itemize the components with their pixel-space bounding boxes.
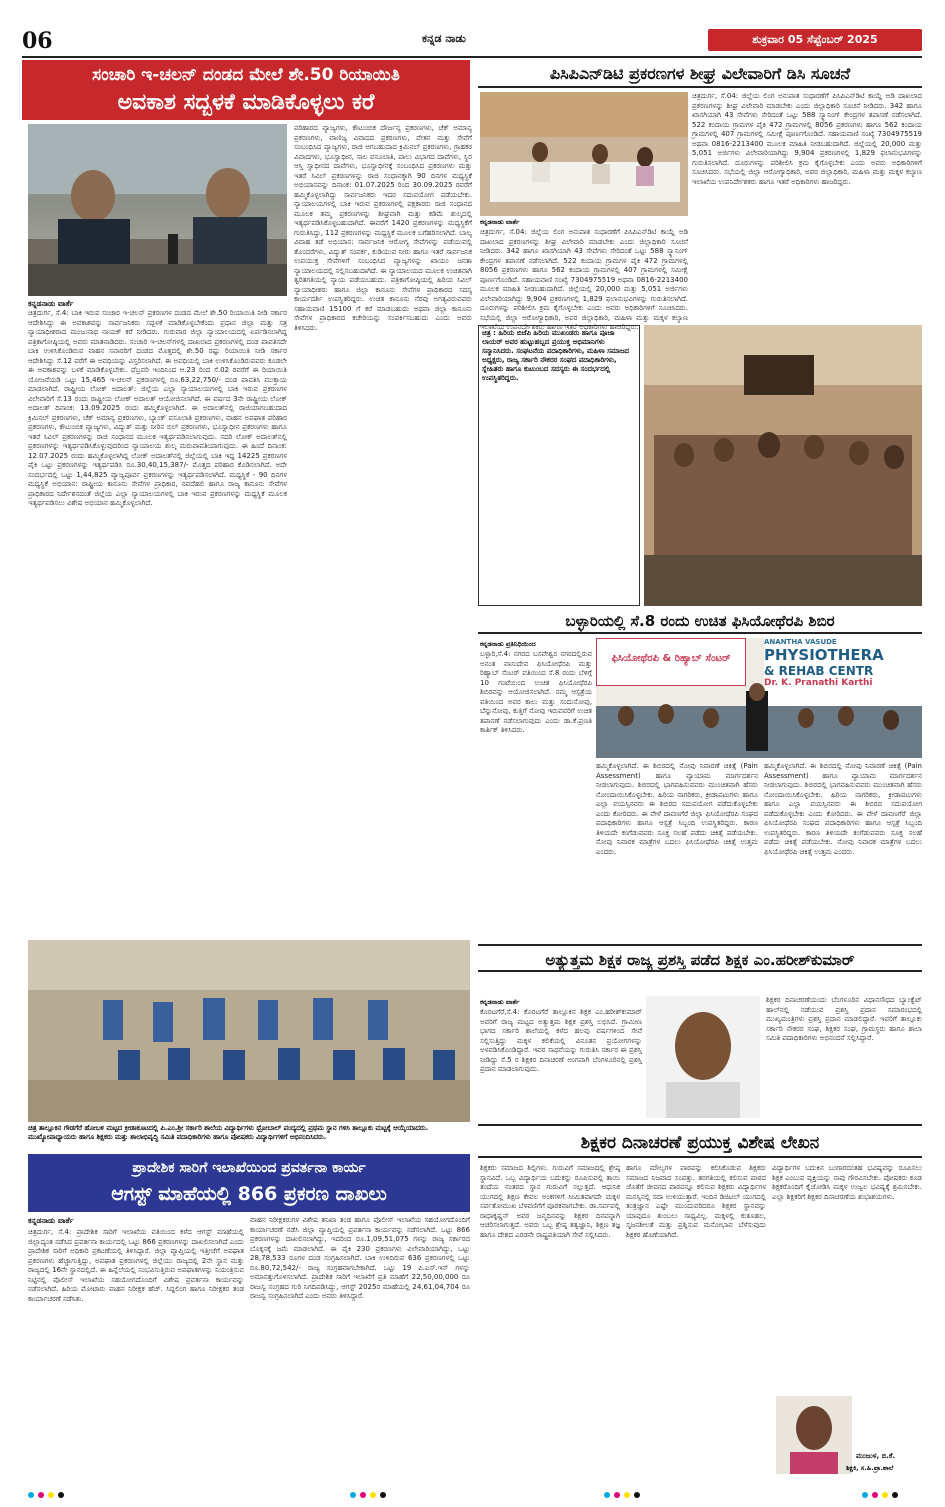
- teacher-portrait-image: [646, 996, 760, 1118]
- dot-yellow: [48, 1492, 54, 1498]
- registration-marks-left: [28, 1492, 88, 1500]
- felicitation-caption: ಚಿತ್ರ : ಹಿರಿಯ ಬಿಜೆಪಿ ಹಿರಿಯ ಮುಖಂಡರು ಹಾಗೂ ಪೂಜಾ ಲಾಯರ್ ಅವರ ಹುಟ್ಟುಹಬ್ಬದ ಪ್ರಯುಕ್ತ ಅಭಿಮಾನಿಗಳು ಸನ್ಮಾನಿಸಿದರು. ಸಂಘಟನೆಯ ಪದಾಧಿಕಾರಿಗಳು, ಮಹಿಳಾ ಸಮಾಜದ ಅಧ್ಯಕ್ಷರು, ರಾಜ್ಯ ಸರ್ಕಾರಿ ನೌಕರರ ಸಂಘದ ಪದಾಧಿಕಾರಿಗಳು, ಸ್ನೇಹಿತರು ಹಾಗೂ ಕುಟುಂಬದ ಸದಸ್ಯರು ಈ ಸಂದರ್ಭದಲ್ಲಿ ಉಪಸ್ಥಿತರಿದ್ದರು.: [482, 329, 630, 382]
- physio-body-bottom-b: ಹಮ್ಮಿಕೊಳ್ಳಲಾಗಿದೆ. ಈ ಶಿಬಿರದಲ್ಲಿ ನೋವು ನಿವಾರಣೆ ಚಿಕಿತ್ಸೆ (Pain Assessment) ಹಾಗೂ ವ್ಯಾಯಾಮ ಮಾರ್ಗದರ್ಶನ ನೀಡಲಾಗುವುದು. ಶಿಬಿರದಲ್ಲಿ ಭಾಗವಹಿಸುವವರು ಮುಂಚಿತವಾಗಿ ಹೆಸರು ನೋಂದಾಯಿಸಿಕೊಳ್ಳಬೇಕು. ಹಿರಿಯ ನಾಗರಿಕರು, ಕ್ರೀಡಾಪಟುಗಳು ಹಾಗೂ ಎಲ್ಲಾ ವಯಸ್ಸಿನವರು ಈ ಶಿಬಿರದ ಸದುಪಯೋಗ ಪಡೆದುಕೊಳ್ಳಬೇಕು ಎಂದು ಕೋರಿದರು. ಈ ವೇಳೆ ದಾವಣಗೆರೆ ಜಿಲ್ಲಾ ಫಿಸಿಯೋಥೆರಪಿ ಸಂಘದ ಪದಾಧಿಕಾರಿಗಳು ಹಾಗೂ ಆಸ್ಪತ್ರೆ ಸಿಬ್ಬಂದಿ ಉಪಸ್ಥಿತರಿದ್ದರು. ಕಾರಣ ತಿಳಿಯದೇ ಕಂಗೆಡುವವರು ಸೂಕ್ತ ಸಲಹೆ ಪಡೆದು ಚಿಕಿತ್ಸೆ ಪಡೆಯಬೇಕು. ನೋವು ನಿವಾರಕ ಮಾತ್ರೆಗಳ ಬದಲು ಫಿಸಿಯೋಥೆರಪಿ ಚಿಕಿತ್ಸೆ ಉತ್ತಮ ಎಂದರು.: [764, 762, 922, 856]
- dot-magenta: [872, 1492, 878, 1498]
- physio-banner-en-4: Dr. K. Pranathi Karthi: [764, 678, 873, 688]
- page-number: 06: [22, 28, 53, 54]
- penalty-press-photo: [28, 124, 287, 296]
- sports-team-photo: [28, 940, 470, 1122]
- author-name: ಮಂಜುಳ, ಬಿ.ಕೆ.: [856, 1452, 896, 1460]
- physio-body-bottom-a: ಹಮ್ಮಿಕೊಳ್ಳಲಾಗಿದೆ. ಈ ಶಿಬಿರದಲ್ಲಿ ನೋವು ನಿವಾರಣೆ ಚಿಕಿತ್ಸೆ (Pain Assessment) ಹಾಗೂ ವ್ಯಾಯಾಮ ಮಾರ್ಗದರ್ಶನ ನೀಡಲಾಗುವುದು. ಶಿಬಿರದಲ್ಲಿ ಭಾಗವಹಿಸುವವರು ಮುಂಚಿತವಾಗಿ ಹೆಸರು ನೋಂದಾಯಿಸಿಕೊಳ್ಳಬೇಕು. ಹಿರಿಯ ನಾಗರಿಕರು, ಕ್ರೀಡಾಪಟುಗಳು ಹಾಗೂ ಎಲ್ಲಾ ವಯಸ್ಸಿನವರು ಈ ಶಿಬಿರದ ಸದುಪಯೋಗ ಪಡೆದುಕೊಳ್ಳಬೇಕು ಎಂದು ಕೋರಿದರು. ಈ ವೇಳೆ ದಾವಣಗೆರೆ ಜಿಲ್ಲಾ ಫಿಸಿಯೋಥೆರಪಿ ಸಂಘದ ಪದಾಧಿಕಾರಿಗಳು ಹಾಗೂ ಆಸ್ಪತ್ರೆ ಸಿಬ್ಬಂದಿ ಉಪಸ್ಥಿತರಿದ್ದರು. ಕಾರಣ ತಿಳಿಯದೇ ಕಂಗೆಡುವವರು ಸೂಕ್ತ ಸಲಹೆ ಪಡೆದು ಚಿಕಿತ್ಸೆ ಪಡೆಯಬೇಕು. ನೋವು ನಿವಾರಕ ಮಾತ್ರೆಗಳ ಬದಲು ಫಿಸಿಯೋಥೆರಪಿ ಚಿಕಿತ್ಸೆ ಉತ್ತಮ ಎಂದರು.: [596, 762, 758, 856]
- teachers-day-col2: ಹಾಗೂ ಮೌಲ್ಯಗಳ ಪಾಠವನ್ನು ಕಲಿಸಿಕೊಡುವ ಶಿಕ್ಷಕರು ಸಮಾಜದ ನಿಜವಾದ ಸಂಪತ್ತು. ತರಗತಿಯಲ್ಲಿ ಕಲಿಸುವ ಪಾಠದ ಜೊತೆಗೆ ಜೀವನದ ಪಾಠವನ್ನೂ ಕಲಿಸುವ ಶಿಕ್ಷಕರು ವಿದ್ಯಾರ್ಥಿಗಳ ಮನಸ್ಸಿನಲ್ಲಿ ಸದಾ ಉಳಿಯುತ್ತಾರೆ. ಇಂದಿನ ಡಿಜಿಟಲ್ ಯುಗದಲ್ಲಿ ತಂತ್ರಜ್ಞಾನ ಎಷ್ಟೇ ಮುಂದುವರಿದರೂ ಶಿಕ್ಷಕರ ಸ್ಥಾನವನ್ನು ಯಾವುದೂ ತುಂಬಲು ಸಾಧ್ಯವಿಲ್ಲ. ಮಕ್ಕಳಲ್ಲಿ ಕುತೂಹಲ, ಸೃಜನಶೀಲತೆ ಮತ್ತು ಪ್ರಶ್ನಿಸುವ ಮನೋಭಾವ ಬೆಳೆಸುವುದು ಶಿಕ್ಷಕರ ಹೊಣೆಯಾಗಿದೆ.: [626, 1164, 766, 1239]
- teacher-portrait: [646, 996, 760, 1118]
- rto-headline-1: ಪ್ರಾದೇಶಿಕ ಸಾರಿಗೆ ಇಲಾಖೆಯಿಂದ ಪ್ರವರ್ತನಾ ಕಾರ್ಯ: [132, 1160, 366, 1176]
- penalty-headline-2: ಅವಕಾಶ ಸದ್ಬಳಕೆ ಮಾಡಿಕೊಳ್ಳಲು ಕರೆ: [117, 90, 375, 115]
- penalty-byline: ಕನ್ನಡನಾಡು ವಾರ್ತೆ: [28, 299, 74, 308]
- masthead: [22, 28, 922, 54]
- dot-cyan: [350, 1492, 356, 1498]
- physio-banner-kn-text: ಫಿಸಿಯೋಥೆರಪಿ & ರಿಹ್ಯಾಬ್ ಸೆಂಟರ್: [611, 653, 731, 664]
- meeting-image: [480, 92, 688, 216]
- teachers-day-headline: ಶಿಕ್ಷಕರ ದಿನಾಚರಣೆ ಪ್ರಯುಕ್ತ ವಿಶೇಷ ಲೇಖನ: [478, 1124, 922, 1158]
- teacher-body-left: ಕೊರಟಗೆರೆ,ಸೆ.4: ಕೊರಟಗೆರೆ ತಾಲ್ಲೂಕಿನ ಶಿಕ್ಷಕ ಎಂ.ಹರೀಶ್‍ಕುಮಾರ್ ಅವರಿಗೆ ರಾಜ್ಯ ಮಟ್ಟದ ಅತ್ಯುತ್ತಮ ಶಿಕ್ಷಕ ಪ್ರಶಸ್ತಿ ಲಭಿಸಿದೆ. ಗ್ರಾಮೀಣ ಭಾಗದ ಸರ್ಕಾರಿ ಶಾಲೆಯಲ್ಲಿ ಕಳೆದ ಹಲವು ವರ್ಷಗಳಿಂದ ಸೇವೆ ಸಲ್ಲಿಸುತ್ತಿದ್ದು ಮಕ್ಕಳ ಕಲಿಕೆಯಲ್ಲಿ ವಿನೂತನ ಪ್ರಯೋಗಗಳನ್ನು ಅಳವಡಿಸಿಕೊಂಡಿದ್ದಾರೆ. ಇವರ ಸಾಧನೆಯನ್ನು ಗುರುತಿಸಿ ಸರ್ಕಾರ ಈ ಪ್ರಶಸ್ತಿ ನೀಡಿದ್ದು ಸೆ.5 ರ ಶಿಕ್ಷಕರ ದಿನಾಚರಣೆ ಅಂಗವಾಗಿ ಬೆಂಗಳೂರಿನಲ್ಲಿ ಪ್ರಶಸ್ತಿ ಪ್ರದಾನ ಮಾಡಲಾಗುವುದು.: [480, 1008, 642, 1073]
- dot-black: [58, 1492, 64, 1498]
- teacher-byline: ಕನ್ನಡನಾಡು ವಾರ್ತೆ: [480, 998, 520, 1006]
- pcpndt-body-a: ಚಿತ್ರದುರ್ಗ, ಸೆ.04: ಜಿಲ್ಲೆಯ ಲಿಂಗ ಅನುಪಾತ ಸುಧಾರಣೆಗೆ ಪಿಸಿಪಿಎನ್‍ಡಿಟಿ ಕಾಯ್ದೆ ಅಡಿ ದಾಖಲಾದ ಪ್ರಕರಣಗಳನ್ನು ಶೀಘ್ರ ವಿಲೇವಾರಿ ಮಾಡಬೇಕು ಎಂದು ಜಿಲ್ಲಾಧಿಕಾರಿ ಸೂಚನೆ ನೀಡಿದರು. 342 ಹಾಗೂ ಖಾಸಗಿಯಾಗಿ 43 ಸೇವೆಗಳು ಸೇರಿದಂತೆ ಒಟ್ಟು 588 ಸ್ಕ್ಯಾನಿಂಗ್ ಕೇಂದ್ರಗಳ ತಪಾಸಣೆ ನಡೆಸಲಾಗಿದೆ. 522 ಕಂದಾಯ ಗ್ರಾಮಗಳ ಪೈಕಿ 472 ಗ್ರಾಮಗಳಲ್ಲಿ 8056 ಪ್ರಕರಣಗಳು ಹಾಗೂ 562 ಕಂದಾಯ ಗ್ರಾಮಗಳಲ್ಲಿ 407 ಗ್ರಾಮಗಳಲ್ಲಿ ಸಮೀಕ್ಷೆ ಪೂರ್ಣಗೊಂಡಿದೆ. ಸಹಾಯವಾಣಿ ಸಂಖ್ಯೆ 7304975519 ಅಥವಾ 0816-2213400 ಮೂಲಕ ಮಾಹಿತಿ ನೀಡಬಹುದಾಗಿದೆ. ಜಿಲ್ಲೆಯಲ್ಲಿ 20,000 ಮತ್ತು 5,051 ಅರ್ಜಿಗಳು ವಿಲೇವಾರಿಯಾಗಿದ್ದು 9,904 ಪ್ರಕರಣಗಳಲ್ಲಿ 1,829 ಫಲಾನುಭವಿಗಳನ್ನು ಗುರುತಿಸಲಾಗಿದೆ. ದೂರುಗಳನ್ನು ಪರಿಶೀಲಿಸಿ ಕ್ರಮ ಕೈಗೊಳ್ಳಬೇಕು ಎಂದು ಅವರು ಅಧಿಕಾರಿಗಳಿಗೆ ಸೂಚಿಸಿದರು. ಸಭೆಯಲ್ಲಿ ಜಿಲ್ಲಾ ಆರೋಗ್ಯಾಧಿಕಾರಿ, ಅಪರ ಜಿಲ್ಲಾಧಿಕಾರಿ, ಮಹಿಳಾ ಮತ್ತು ಮಕ್ಕಳ ಕಲ್ಯಾಣ ಇಲಾಖೆಯ ಉಪನಿರ್ದೇಶಕರು ಹಾಗೂ ಇತರೆ ಅಧಿಕಾರಿಗಳು ಹಾಜರಿದ್ದರು.: [480, 228, 688, 331]
- teacher-body-right: ಶಿಕ್ಷಕರ ದಿನಾಚರಣೆಯಂದು ಬೆಂಗಳೂರಿನ ವಿಧಾನಸೌಧದ ಬ್ಯಾಂಕ್ವೆಟ್ ಹಾಲ್‍ನಲ್ಲಿ ನಡೆಯುವ ಪ್ರಶಸ್ತಿ ಪ್ರದಾನ ಸಮಾರಂಭದಲ್ಲಿ ಮುಖ್ಯಮಂತ್ರಿಗಳು ಪ್ರಶಸ್ತಿ ಪ್ರದಾನ ಮಾಡಲಿದ್ದಾರೆ. ಇವರಿಗೆ ತಾಲ್ಲೂಕು ಸರ್ಕಾರಿ ನೌಕರರ ಸಂಘ, ಶಿಕ್ಷಕರ ಸಂಘ, ಗ್ರಾಮಸ್ಥರು ಹಾಗೂ ಶಾಲಾ ಸಮಿತಿ ಪದಾಧಿಕಾರಿಗಳು ಅಭಿನಂದನೆ ಸಲ್ಲಿಸಿದ್ದಾರೆ.: [766, 996, 922, 1042]
- paper-name: ಕನ್ನಡ ನಾಡು: [422, 32, 466, 45]
- press-conference-image: [28, 124, 287, 296]
- rto-headline-2: ಆಗಸ್ಟ್ ಮಾಹೆಯಲ್ಲಿ 866 ಪ್ರಕರಣ ದಾಖಲು: [111, 1183, 387, 1205]
- physio-banner-en-3: & REHAB CENTR: [764, 664, 874, 678]
- dot-cyan: [862, 1492, 868, 1498]
- dot-yellow: [370, 1492, 376, 1498]
- felicitation-photo: [644, 325, 922, 606]
- dot-yellow: [882, 1492, 888, 1498]
- physio-banner-kn: [596, 638, 746, 686]
- dot-yellow: [624, 1492, 630, 1498]
- dot-magenta: [38, 1492, 44, 1498]
- teachers-day-col1: ಶಿಕ್ಷಕರು ಸಮಾಜದ ಶಿಲ್ಪಿಗಳು. ಗುರುವಿಗೆ ಸಮಾಜದಲ್ಲಿ ಶ್ರೇಷ್ಠ ಸ್ಥಾನವಿದೆ. ಒಬ್ಬ ವಿದ್ಯಾರ್ಥಿಯ ಬದುಕನ್ನು ರೂಪಿಸುವಲ್ಲಿ ತಾಯಿ ತಂದೆಯ ನಂತರದ ಸ್ಥಾನ ಗುರುವಿಗೆ ಸಲ್ಲುತ್ತದೆ. ಆಧುನಿಕ ಯುಗದಲ್ಲಿ ಶಿಕ್ಷಣ ಕೇವಲ ಅಂಕಗಳಿಗೆ ಸೀಮಿತವಾಗದೇ ಮಕ್ಕಳ ಸರ್ವತೋಮುಖ ಬೆಳವಣಿಗೆಗೆ ಪೂರಕವಾಗಬೇಕು. ಡಾ.ಸರ್ವಪಲ್ಲಿ ರಾಧಾಕೃಷ್ಣನ್ ಅವರ ಜನ್ಮದಿನವನ್ನು ಶಿಕ್ಷಕರ ದಿನವನ್ನಾಗಿ ಆಚರಿಸಲಾಗುತ್ತದೆ. ಅವರು ಒಬ್ಬ ಶ್ರೇಷ್ಠ ತತ್ವಜ್ಞಾನಿ, ಶಿಕ್ಷಣ ತಜ್ಞ ಹಾಗೂ ದೇಶದ ಎರಡನೇ ರಾಷ್ಟ್ರಪತಿಯಾಗಿ ಸೇವೆ ಸಲ್ಲಿಸಿದರು.: [480, 1164, 621, 1239]
- teachers-day-col3: ವಿದ್ಯಾರ್ಥಿಗಳ ಬದುಕಿನ ಬಂಗಾರದಂತಹ ಭವಿಷ್ಯವನ್ನು ರೂಪಿಸಲು ಶಿಕ್ಷಕ ಎಂಬುವ ವ್ಯಕ್ತಿಯನ್ನು ನಾವು ಗೌರವಿಸಬೇಕು. ಪೋಷಕರು ಕೂಡ ಶಿಕ್ಷಕರೊಂದಿಗೆ ಕೈಜೋಡಿಸಿ ಮಕ್ಕಳ ಉಜ್ವಲ ಭವಿಷ್ಯಕ್ಕೆ ಶ್ರಮಿಸಬೇಕು. ಎಲ್ಲಾ ಶಿಕ್ಷಕರಿಗೆ ಶಿಕ್ಷಕರ ದಿನಾಚರಣೆಯ ಶುಭಾಶಯಗಳು.: [772, 1164, 922, 1201]
- physio-photo: [596, 638, 922, 758]
- registration-marks-mid-right: [604, 1492, 664, 1500]
- author-portrait: [776, 1396, 852, 1474]
- rto-headline-box: [28, 1154, 470, 1212]
- pcpndt-headline: ಪಿಸಿಪಿಎನ್‍ಡಿಟಿ ಪ್ರಕರಣಗಳ ಶೀಘ್ರ ವಿಲೇವಾರಿಗೆ ಡಿಸಿ ಸೂಚನೆ: [478, 60, 922, 88]
- registration-marks-right: [862, 1492, 922, 1500]
- pcpndt-meeting-photo: [480, 92, 688, 216]
- physio-body-top: ಬಳ್ಳಾರಿ,ಸೆ.4: ನಗರದ ಬಸವೇಶ್ವರ ನಗರದಲ್ಲಿರುವ ಅನಂತ ವಾಸುದೇವ ಫಿಸಿಯೋಥೆರಪಿ ಮತ್ತು ರಿಹ್ಯಾಬ್ ಸೆಂಟರ್ ವತಿಯಿಂದ ಸೆ.8 ರಂದು ಬೆಳಿಗ್ಗೆ 10 ಗಂಟೆಯಿಂದ ಉಚಿತ ಫಿಸಿಯೋಥೆರಪಿ ಶಿಬಿರವನ್ನು ಆಯೋಜಿಸಲಾಗಿದೆ. ನಮ್ಮ ಆಸ್ಪತ್ರೆಯ ವತಿಯಿಂದ ಅವರ ಕಾಲು ಮತ್ತು ಸಂದುನೋವು, ಬೆನ್ನುನೋವು, ಕುತ್ತಿಗೆ ನೋವು ಇರುವವರಿಗೆ ಉಚಿತ ತಪಾಸಣೆ ನಡೆಸಲಾಗುವುದು ಎಂದು ಡಾ.ಕೆ.ಪ್ರಣತಿ ಕಾರ್ತಿಕ್ ತಿಳಿಸಿದರು.: [480, 650, 592, 734]
- dot-cyan: [28, 1492, 34, 1498]
- dot-magenta: [614, 1492, 620, 1498]
- dot-black: [634, 1492, 640, 1498]
- dot-cyan: [604, 1492, 610, 1498]
- physio-headline: ಬಳ್ಳಾರಿಯಲ್ಲಿ ಸೆ.8 ರಂದು ಉಚಿತ ಫಿಸಿಯೋಥೆರಪಿ ಶಿಬಿರ: [478, 608, 922, 634]
- pcpndt-byline: ಕನ್ನಡನಾಡು ವಾರ್ತೆ: [480, 218, 520, 226]
- masthead-rule: [22, 56, 922, 58]
- sports-caption: ಚಿತ್ರ ತಾಲ್ಲೂಕಿನ ಗೌಡಗೆರೆ ಹೋಬಳಿ ಮಟ್ಟದ ಕ್ರೀಡಾಕೂಟದಲ್ಲಿ ಪಿ.ಎಂ.ಶ್ರೀ ಸರ್ಕಾರಿ ಶಾಲೆಯ ವಿದ್ಯಾರ್ಥಿಗಳು ಥ್ರೋಬಾಲ್ ಪಂದ್ಯದಲ್ಲಿ ಪ್ರಥಮ ಸ್ಥಾನ ಗಳಿಸಿ ತಾಲ್ಲೂಕು ಮಟ್ಟಕ್ಕೆ ಆಯ್ಕೆಯಾದರು. ಮುಖ್ಯೋಪಾಧ್ಯಾಯರು ಹಾಗೂ ಶಿಕ್ಷಕರು ಮತ್ತು ಶಾಲಾಭಿವೃದ್ಧಿ ಸಮಿತಿ ಪದಾಧಿಕಾರಿಗಳು ಹಾಗೂ ಪೋಷಕರು ವಿದ್ಯಾರ್ಥಿಗಳಿಗೆ ಅಭಿನಂದಿಸಿದರು.: [28, 1124, 429, 1141]
- teacher-award-headline: ಅತ್ಯುತ್ತಮ ಶಿಕ್ಷಕ ರಾಜ್ಯ ಪ್ರಶಸ್ತಿ ಪಡೆದ ಶಿಕ್ಷಕ ಎಂ.ಹರೀಶ್‍ಕುಮಾರ್: [478, 944, 922, 972]
- penalty-headline-1: ಸಂಚಾರಿ ಇ-ಚಲನ್ ದಂಡದ ಮೇಲೆ ಶೇ.50 ರಿಯಾಯಿತಿ: [92, 65, 400, 85]
- physio-banner-en-1: ANANTHA VASUDE: [764, 638, 837, 646]
- felicitation-image: [644, 325, 922, 606]
- physio-byline: ಕನ್ನಡನಾಡು ಪ್ರತಿನಿಧಿಯಿಂದ: [480, 640, 536, 648]
- rto-body-right: ವಾಹನ ನಿರೀಕ್ಷಕರುಗಳ ವಿಶೇಷ ತನಿಖಾ ತಂಡ ಹಾಗೂ ಪೊಲೀಸ್ ಇಲಾಖೆಯ ಸಹಯೋಗದೊಂದಿಗೆ ಕಾರ್ಯಾಚರಣೆ ನಡೆಸಿ ಜಿಲ್ಲಾ ವ್ಯಾಪ್ತಿಯಲ್ಲಿ ಪ್ರವರ್ತನಾ ಕಾರ್ಯವನ್ನು ನಡೆಸಲಾಗಿದೆ. ಒಟ್ಟು 866 ಪ್ರಕರಣಗಳನ್ನು ದಾಖಲಿಸಲಾಗಿದ್ದು, ಇದರಿಂದ ರೂ.1,09,51,075 ಗಳನ್ನು ರಾಜ್ಯ ಸರ್ಕಾರದ ಬೊಕ್ಕಸಕ್ಕೆ ಜಮೆ ಮಾಡಲಾಗಿದೆ. ಈ ಪೈಕಿ 230 ಪ್ರಕರಣಗಳು ವಿಲೇವಾರಿಯಾಗಿದ್ದು, ಒಟ್ಟು 28,78,533 ರೂಗಳ ದಂಡ ಸಂಗ್ರಹಿಸಲಾಗಿದೆ. ಬಾಕಿ ಉಳಿದಿರುವ 636 ಪ್ರಕರಣಗಳಲ್ಲಿ ಒಟ್ಟು ರೂ.80,72,542/- ರಾಜ್ಯ ಸಂಗ್ರಹವಾಗಬೇಕಾಗಿದೆ. ಒಟ್ಟು 19 ಪಿ.ಎಸ್.ಇನ್ ಗಳನ್ನು ಅಮಾನತ್ತುಗೊಳಿಸಲಾಗಿದೆ. ಪ್ರಾದೇಶಿಕ ಸಾರಿಗೆ ಇಲಾಖೆಗೆ ಪ್ರತಿ ಮಾಹೆಗೆ 22,50,00,000 ರೂ ರಾಜಸ್ವ ಸಂಗ್ರಹದ ಗುರಿ ನಿಗದಿಪಡಿಸಿದ್ದು, ಆಗಸ್ಟ್ 2025ರ ಮಾಹೆಯಲ್ಲಿ 24,61,04,704 ರೂ ರಾಜಸ್ವ ಸಂಗ್ರಹಿಸಲಾಗಿದೆ ಎಂದು ಅವರು ತಿಳಿಸಿದ್ದಾರೆ.: [250, 1216, 470, 1300]
- felicitation-caption-box: [478, 325, 640, 606]
- sports-team-image: [28, 940, 470, 1122]
- pcpndt-body-b: ಚಿತ್ರದುರ್ಗ, ಸೆ.04: ಜಿಲ್ಲೆಯ ಲಿಂಗ ಅನುಪಾತ ಸುಧಾರಣೆಗೆ ಪಿಸಿಪಿಎನ್‍ಡಿಟಿ ಕಾಯ್ದೆ ಅಡಿ ದಾಖಲಾದ ಪ್ರಕರಣಗಳನ್ನು ಶೀಘ್ರ ವಿಲೇವಾರಿ ಮಾಡಬೇಕು ಎಂದು ಜಿಲ್ಲಾಧಿಕಾರಿ ಸೂಚನೆ ನೀಡಿದರು. 342 ಹಾಗೂ ಖಾಸಗಿಯಾಗಿ 43 ಸೇವೆಗಳು ಸೇರಿದಂತೆ ಒಟ್ಟು 588 ಸ್ಕ್ಯಾನಿಂಗ್ ಕೇಂದ್ರಗಳ ತಪಾಸಣೆ ನಡೆಸಲಾಗಿದೆ. 522 ಕಂದಾಯ ಗ್ರಾಮಗಳ ಪೈಕಿ 472 ಗ್ರಾಮಗಳಲ್ಲಿ 8056 ಪ್ರಕರಣಗಳು ಹಾಗೂ 562 ಕಂದಾಯ ಗ್ರಾಮಗಳಲ್ಲಿ 407 ಗ್ರಾಮಗಳಲ್ಲಿ ಸಮೀಕ್ಷೆ ಪೂರ್ಣಗೊಂಡಿದೆ. ಸಹಾಯವಾಣಿ ಸಂಖ್ಯೆ 7304975519 ಅಥವಾ 0816-2213400 ಮೂಲಕ ಮಾಹಿತಿ ನೀಡಬಹುದಾಗಿದೆ. ಜಿಲ್ಲೆಯಲ್ಲಿ 20,000 ಮತ್ತು 5,051 ಅರ್ಜಿಗಳು ವಿಲೇವಾರಿಯಾಗಿದ್ದು 9,904 ಪ್ರಕರಣಗಳಲ್ಲಿ 1,829 ಫಲಾನುಭವಿಗಳನ್ನು ಗುರುತಿಸಲಾಗಿದೆ. ದೂರುಗಳನ್ನು ಪರಿಶೀಲಿಸಿ ಕ್ರಮ ಕೈಗೊಳ್ಳಬೇಕು ಎಂದು ಅವರು ಅಧಿಕಾರಿಗಳಿಗೆ ಸೂಚಿಸಿದರು. ಸಭೆಯಲ್ಲಿ ಜಿಲ್ಲಾ ಆರೋಗ್ಯಾಧಿಕಾರಿ, ಅಪರ ಜಿಲ್ಲಾಧಿಕಾರಿ, ಮಹಿಳಾ ಮತ್ತು ಮಕ್ಕಳ ಕಲ್ಯಾಣ ಇಲಾಖೆಯ ಉಪನಿರ್ದೇಶಕರು ಹಾಗೂ ಇತರೆ ಅಧಿಕಾರಿಗಳು ಹಾಜರಿದ್ದರು.: [692, 92, 922, 186]
- rto-body-left: ಚಿತ್ರದುರ್ಗ, ಸೆ.4: ಪ್ರಾದೇಶಿಕ ಸಾರಿಗೆ ಇಲಾಖೆಯ ವತಿಯಿಂದ ಕಳೆದ ಆಗಸ್ಟ್ ಮಾಹೆಯಲ್ಲಿ ಜಿಲ್ಲಾದ್ಯಂತ ನಡೆಸಿದ ಪ್ರವರ್ತನಾ ಕಾರ್ಯದಲ್ಲಿ ಒಟ್ಟು 866 ಪ್ರಕರಣಗಳನ್ನು ದಾಖಲಿಸಲಾಗಿದೆ ಎಂದು ಪ್ರಾದೇಶಿಕ ಸಾರಿಗೆ ಅಧಿಕಾರಿ ಪ್ರಕಟಣೆಯಲ್ಲಿ ತಿಳಿಸಿದ್ದಾರೆ. ಜಿಲ್ಲಾ ವ್ಯಾಪ್ತಿಯಲ್ಲಿ ಇತ್ತೀಚೆಗೆ ಅಪಘಾತ ಪ್ರಕರಣಗಳು ಹೆಚ್ಚಾಗುತ್ತಿದ್ದು, ಅಪಘಾತ ಪ್ರಕರಣಗಳಲ್ಲಿ ಜಿಲ್ಲೆಯು ರಾಜ್ಯದಲ್ಲಿ 2ನೇ ಸ್ಥಾನ ಮತ್ತು ರಾಜ್ಯದಲ್ಲಿ 16ನೇ ಸ್ಥಾನದಲ್ಲಿದೆ. ಈ ಹಿನ್ನೆಲೆಯಲ್ಲಿ ಸಂಭವಿಸುತ್ತಿರುವ ಅಪಘಾತಗಳನ್ನು ನಿಯಂತ್ರಿಸುವ ನಿಟ್ಟಿನಲ್ಲಿ ಪೊಲೀಸ್ ಇಲಾಖೆಯ ಸಹಯೋಗದೊಂದಿಗೆ ವಿಶೇಷ ಪ್ರವರ್ತನಾ ಕಾರ್ಯವನ್ನು ನಡೆಸಲಾಗಿದೆ. ಹಿರಿಯ ಮೋಟಾರು ವಾಹನ ನಿರೀಕ್ಷಕ ಹೆಚ್. ಸಿದ್ದಲಿಂಗ ಹಾಗೂ ನಿರೀಕ್ಷಕರ ತಂಡ ಕಾರ್ಯಾಚರಣೆ ನಡೆಸಿತು.: [28, 1228, 244, 1303]
- physio-banner-en-2: PHYSIOTHERA: [764, 646, 884, 664]
- author-portrait-image: [776, 1396, 852, 1474]
- author-role: ಶಿಕ್ಷಕಿ, ಸ.ಹಿ.ಪ್ರಾ.ಶಾಲೆ: [846, 1464, 894, 1472]
- dot-black: [892, 1492, 898, 1498]
- penalty-body-right: ಪರಿಹಾರದ ವ್ಯಾಜ್ಯಗಳು, ಕೌಟುಂಬಿಕ ದೌರ್ಜನ್ಯ ಪ್ರಕರಣಗಳು, ಚೆಕ್ ಅಮಾನ್ಯ ಪ್ರಕರಣಗಳು, ವಾಣಿಜ್ಯ ವಿವಾದದ ಪ್ರಕರಣಗಳು, ವೇತನ ಮತ್ತು ಸೇವೆಗೆ ಸಂಬಂಧಿಸಿದ ವ್ಯಾಜ್ಯಗಳು, ರಾಜಿ ಆಗಬಹುದಾದ ಕ್ರಿಮಿನಲ್ ಪ್ರಕರಣಗಳು, ಗ್ರಾಹಕರ ವಿವಾದಗಳು, ಭೂಸ್ವಾಧೀನ, ಸಾಲ ವಸೂಲಾತಿ, ಪಾಲು ವಿಭಾಗದ ದಾವೆಗಳು, ಸ್ಥಿರ ಆಸ್ತಿ ಸ್ವಾಧೀನದ ದಾವೆಗಳು, ಭೂಸ್ವಾಧೀನಕ್ಕೆ ಸಂಬಂಧಿಸಿದ ಪ್ರಕರಣಗಳು ಮತ್ತು ಇತರೆ ಸಿವಿಲ್ ಪ್ರಕರಣಗಳನ್ನು ರಾಜಿ ಸಂಧಾನಕ್ಕಾಗಿ 90 ದಿನಗಳ ಮಧ್ಯಸ್ಥಿಕೆ ಅಭಿಯಾನವನ್ನು ದಿನಾಂಕ: 01.07.2025 ರಿಂದ 30.09.2025 ರವರೆಗೆ ಹಮ್ಮಿಕೊಳ್ಳಲಾಗಿದ್ದು ಸಾರ್ವಜನಿಕರು ಇದರ ಸದುಪಯೋಗ ಪಡೆಯಬೇಕು. ನ್ಯಾಯಾಲಯಗಳಲ್ಲಿ ಬಾಕಿ ಇರುವ ಪ್ರಕರಣಗಳಲ್ಲಿ ಪಕ್ಷಕಾರರು ರಾಜಿ ಸಂಧಾನದ ಮೂಲಕ ತಮ್ಮ ಪ್ರಕರಣಗಳನ್ನು ಶೀಘ್ರವಾಗಿ ಮತ್ತು ಕಡಿಮೆ ಶುಲ್ಕದಲ್ಲಿ ಇತ್ಯರ್ಥಪಡಿಸಿಕೊಳ್ಳಬಹುದಾಗಿದೆ. ಈವರೆಗೆ 1420 ಪ್ರಕರಣಗಳನ್ನು ಮಧ್ಯಸ್ಥಿಕೆಗೆ ಗುರುತಿಸಿದ್ದು, 112 ಪ್ರಕರಣಗಳನ್ನು ಮಧ್ಯಸ್ಥಿಕೆ ಮೂಲಕ ಬಗೆಹರಿಸಲಾಗಿದೆ. ಬಾಲ್ಯ ವಿವಾಹ ತಡೆ ಅಭಿಯಾನ: ಸಾರ್ವಜನಿಕ ಆರೋಗ್ಯ ಸೇವೆಗಳನ್ನು ಪಡೆಯುವಲ್ಲಿ ತೊಂದರೆಗಳು, ವಿದ್ಯುತ್ ಸಂಪರ್ಕ, ಕುಡಿಯುವ ನೀರು ಹಾಗೂ ಇತರೆ ಸಾರ್ವಜನಿಕ ಉಪಯುಕ್ತ ಸೇವೆಗಳಿಗೆ ಸಂಬಂಧಿಸಿದ ವ್ಯಾಜ್ಯಗಳನ್ನು ಖಾಯಂ ಜನತಾ ನ್ಯಾಯಾಲಯದಲ್ಲಿ ಸಲ್ಲಿಸಬಹುದಾಗಿದೆ. ಈ ನ್ಯಾಯಾಲಯದ ಮೂಲಕ ಉಚಿತವಾಗಿ ತ್ವರಿತಗತಿಯಲ್ಲಿ ನ್ಯಾಯ ಪಡೆಯಬಹುದು. ಪತ್ರಿಕಾಗೋಷ್ಠಿಯಲ್ಲಿ ಹಿರಿಯ ಸಿವಿಲ್ ನ್ಯಾಯಾಧೀಶರು ಹಾಗೂ ಜಿಲ್ಲಾ ಕಾನೂನು ಸೇವೆಗಳ ಪ್ರಾಧಿಕಾರದ ಸದಸ್ಯ ಕಾರ್ಯದರ್ಶಿ ಉಪಸ್ಥಿತರಿದ್ದರು. ಉಚಿತ ಕಾನೂನು ನೆರವು ಅಗತ್ಯವಿರುವವರು ಸಹಾಯವಾಣಿ 15100 ಗೆ ಕರೆ ಮಾಡಬಹುದು ಅಥವಾ ಜಿಲ್ಲಾ ಕಾನೂನು ಸೇವೆಗಳ ಪ್ರಾಧಿಕಾರದ ಕಚೇರಿಯನ್ನು ಸಂಪರ್ಕಿಸಬಹುದು ಎಂದು ಅವರು ತಿಳಿಸಿದರು.: [294, 124, 472, 332]
- dot-magenta: [360, 1492, 366, 1498]
- registration-marks-mid-left: [350, 1492, 410, 1500]
- dot-black: [380, 1492, 386, 1498]
- rto-byline: ಕನ್ನಡನಾಡು ವಾರ್ತೆ: [28, 1216, 74, 1225]
- penalty-headline-box: [22, 60, 470, 120]
- physio-people-image: [596, 686, 922, 758]
- date-line: ಶುಕ್ರವಾರ 05 ಸೆಪ್ಟೆಂಬರ್ 2025: [708, 29, 922, 51]
- penalty-body-left: ಚಿತ್ರದುರ್ಗ, ಸೆ.4: ಬಾಕಿ ಇರುವ ಸಂಚಾರ ಇ-ಚಲನ್ ಪ್ರಕರಣಗಳ ದಂಡದ ಮೇಲೆ ಶೇ.50 ರಿಯಾಯಿತಿ ನೀಡಿ ಸರ್ಕಾರ ಆದೇಶಿಸಿದ್ದು ಈ ಅವಕಾಶವನ್ನು ಸಾರ್ವಜನಿಕರು ಸದ್ಬಳಕೆ ಮಾಡಿಕೊಳ್ಳಬೇಕೆಂದು ಪ್ರಧಾನ ಜಿಲ್ಲಾ ಮತ್ತು ಸತ್ರ ನ್ಯಾಯಾಧೀಶರಾದ ಮಂಜುನಾಥ ನಾಯಕ್ ಕರೆ ನೀಡಿದರು. ಗುರುವಾರ ಜಿಲ್ಲಾ ನ್ಯಾಯಾಲಯದಲ್ಲಿ ಏರ್ಪಡಿಸಲಾಗಿದ್ದ ಪತ್ರಿಕಾಗೋಷ್ಠಿಯಲ್ಲಿ ಅವರು ಮಾತನಾಡಿದರು. ಸಂಚಾರಿ ಇ-ಚಲನ್‍ಗಳಲ್ಲಿ ದಾಖಲಾದ ಪ್ರಕರಣಗಳಲ್ಲಿ ದಂಡ ಪಾವತಿಸದೇ ಬಾಕಿ ಉಳಿಸಿಕೊಂಡಿರುವ ವಾಹನ ಸವಾರರಿಗೆ ದಂಡದ ಮೊತ್ತದಲ್ಲಿ ಶೇ.50 ರಷ್ಟು ರಿಯಾಯಿತಿ ನೀಡಿ ಸರ್ಕಾರ ಆದೇಶಿಸಿದ್ದು ಸೆ.12 ವರೆಗೆ ಈ ಅವಧಿಯನ್ನು ವಿಸ್ತರಿಸಲಾಗಿದೆ. ಈ ಅವಧಿಯಲ್ಲಿ ಬಾಕಿ ಉಳಿಸಿಕೊಂಡಿರುವವರು ಕೂಡಲೇ ಈ ಅವಕಾಶವನ್ನು ಬಳಕೆ ಮಾಡಿಕೊಳ್ಳಬೇಕು. ಫೆಬ್ರವರಿ ಇಂದಿನಿಂದ ಆ.23 ರಿಂದ ಸೆ.02 ರವರೆಗೆ ಈ ರಿಯಾಯಿತಿ ಯೋಜನೆಯಡಿ ಒಟ್ಟು 15,465 ಇ-ಚಲನ್ ಪ್ರಕರಣಗಳಲ್ಲಿ ರೂ.63,22,750/- ದಂಡ ಪಾವತಿಸಿ ಮುಕ್ತಾಯ ಮಾಡಲಾಗಿದೆ. ರಾಷ್ಟ್ರೀಯ ಲೋಕ್ ಅದಾಲತ್: ಜಿಲ್ಲೆಯ ಎಲ್ಲಾ ನ್ಯಾಯಾಲಯಗಳಲ್ಲಿ ಬಾಕಿ ಇರುವ ಪ್ರಕರಣಗಳ ವಿಲೇವಾರಿಗೆ ಸೆ.13 ರಂದು ರಾಷ್ಟ್ರೀಯ ಲೋಕ್ ಅದಾಲತ್ ಆಯೋಜಿಸಲಾಗಿದೆ. ಈ ವರ್ಷದ 3ನೇ ರಾಷ್ಟ್ರೀಯ ಲೋಕ್ ಅದಾಲತ್ ದಿನಾಂಕ: 13.09.2025 ರಂದು ಹಮ್ಮಿಕೊಳ್ಳಲಾಗಿದೆ. ಈ ಅದಾಲತ್‍ನಲ್ಲಿ ರಾಜಿಯಾಗಬಹುದಾದ ಕ್ರಿಮಿನಲ್ ಪ್ರಕರಣಗಳು, ಚೆಕ್ ಅಮಾನ್ಯ ಪ್ರಕರಣಗಳು, ಬ್ಯಾಂಕ್ ವಸೂಲಾತಿ ಪ್ರಕರಣಗಳು, ವಾಹನ ಅಪಘಾತ ಪರಿಹಾರ ಪ್ರಕರಣಗಳು, ಕೌಟುಂಬಿಕ ವ್ಯಾಜ್ಯಗಳು, ವಿದ್ಯುತ್ ಮತ್ತು ನೀರಿನ ಬಿಲ್ ಪ್ರಕರಣಗಳು, ಭೂಸ್ವಾಧೀನ ಪ್ರಕರಣಗಳು ಹಾಗೂ ಇತರೆ ಸಿವಿಲ್ ಪ್ರಕರಣಗಳನ್ನು ರಾಜಿ ಸಂಧಾನದ ಮೂಲಕ ಇತ್ಯರ್ಥಪಡಿಸಲಾಗುವುದು. ಸದರಿ ಲೋಕ್ ಅದಾಲತ್‍ನಲ್ಲಿ ಪ್ರಕರಣಗಳನ್ನು ಇತ್ಯರ್ಥಪಡಿಸಿಕೊಳ್ಳುವುದರಿಂದ ನ್ಯಾಯಾಲಯ ಶುಲ್ಕ ಮರುಪಾವತಿಯಾಗುವುದು. ಈ ಹಿಂದೆ ದಿನಾಂಕ: 12.07.2025 ರಂದು ಹಮ್ಮಿಕೊಳ್ಳಲಾಗಿದ್ದ ಲೋಕ್ ಅದಾಲತ್‍ನಲ್ಲಿ ಜಿಲ್ಲೆಯಲ್ಲಿ ಬಾಕಿ ಇದ್ದ 14225 ಪ್ರಕರಣಗಳ ಪೈಕಿ ಒಟ್ಟು ಪ್ರಕರಣಗಳನ್ನು ಇತ್ಯರ್ಥಪಡಿಸಿ ರೂ.30,40,15,387/- ಮೊತ್ತದ ಪರಿಹಾರ ಕೊಡಿಸಲಾಗಿದೆ. ಅದೇ ಸಂದರ್ಭದಲ್ಲಿ ಒಟ್ಟು 1,44,825 ವ್ಯಾಜ್ಯಪೂರ್ವ ಪ್ರಕರಣಗಳನ್ನು ಇತ್ಯರ್ಥಪಡಿಸಲಾಗಿದೆ. ಮಧ್ಯಸ್ಥಿಕೆ - 90 ದಿನಗಳ ಮಧ್ಯಸ್ಥಿಕೆ ಅಭಿಯಾನ: ರಾಷ್ಟ್ರೀಯ ಕಾನೂನು ಸೇವೆಗಳ ಪ್ರಾಧಿಕಾರ, ನವದೆಹಲಿ ಹಾಗೂ ರಾಜ್ಯ ಕಾನೂನು ಸೇವೆಗಳ ಪ್ರಾಧಿಕಾರದ ನಿರ್ದೇಶನದಂತೆ ಜಿಲ್ಲೆಯ ಎಲ್ಲಾ ನ್ಯಾಯಾಲಯಗಳಲ್ಲಿ ಬಾಕಿ ಇರುವ ಪ್ರಕರಣಗಳನ್ನು ಮಧ್ಯಸ್ಥಿಕೆ ಮೂಲಕ ಇತ್ಯರ್ಥಪಡಿಸಲು ವಿಶೇಷ ಅಭಿಯಾನ ಹಮ್ಮಿಕೊಳ್ಳಲಾಗಿದೆ.: [28, 309, 287, 507]
